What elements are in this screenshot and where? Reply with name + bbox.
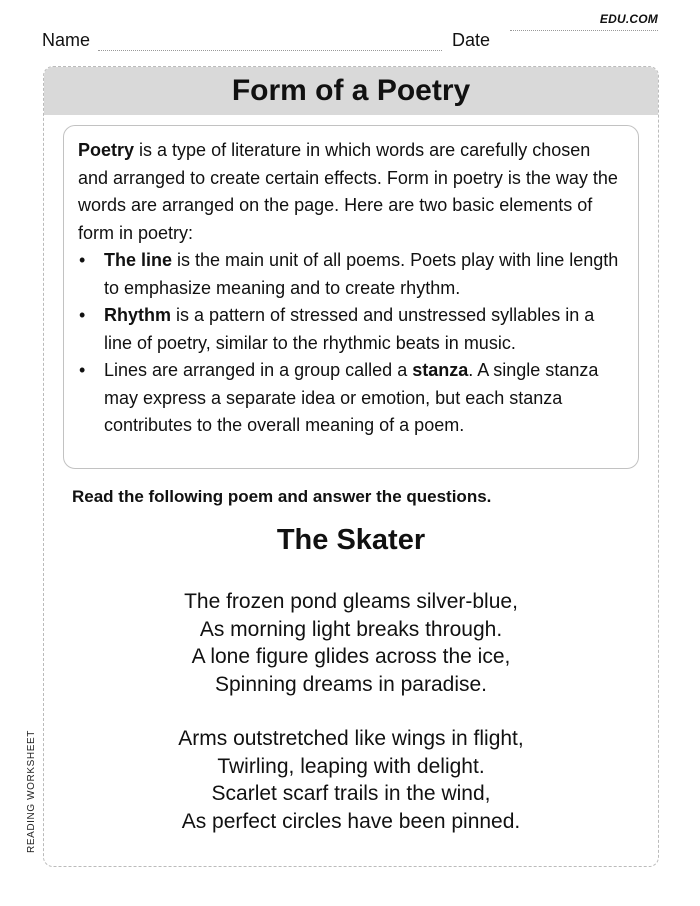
list-item <box>78 357 624 440</box>
worksheet-title: Form of a Poetry <box>231 74 471 107</box>
name-label: Name <box>42 30 91 50</box>
info-box <box>63 125 639 469</box>
definition-line: is the main unit of all poems. Poets play with line length to emphasize meaning and to create rhythm. <box>104 250 619 298</box>
intro-paragraph <box>78 137 624 247</box>
worksheet-card <box>43 66 659 867</box>
poem-line: As morning light breaks through. <box>199 617 503 641</box>
stanza-1 <box>44 588 658 698</box>
poem-title: The Skater <box>276 524 426 556</box>
side-label: READING WORKSHEET <box>26 730 37 853</box>
date-label: Date <box>452 30 491 50</box>
poem-line: Twirling, leaping with delight. <box>217 754 485 778</box>
stanza-intro: Lines are arranged in a group called a <box>104 360 413 380</box>
list-item <box>78 247 624 302</box>
term-line: The line <box>104 250 173 270</box>
poem-line: As perfect circles have been pinned. <box>181 809 521 833</box>
term-rhythm: Rhythm <box>104 305 171 325</box>
intro-term: Poetry <box>78 140 135 160</box>
definition-rhythm: is a pattern of stressed and unstressed syllables in a line of poetry, similar to the rhythmic beats in music. <box>104 305 595 353</box>
poem-line: Scarlet scarf trails in the wind, <box>211 782 491 805</box>
poem-line: The frozen pond gleams silver-blue, <box>184 590 518 613</box>
stanza-2 <box>44 725 658 835</box>
element-list <box>78 247 624 440</box>
term-stanza: stanza <box>412 360 469 380</box>
poem-line: A lone figure glides across the ice, <box>191 645 511 668</box>
poem-line: Spinning dreams in paradise. <box>215 672 487 696</box>
name-date-row <box>42 30 658 54</box>
instruction-text: Read the following poem and answer the questions. <box>72 487 492 506</box>
intro-text: is a type of literature in which words are carefully chosen and arranged to create certain effects. Form in poetry is the way the words are arranged on the page. Here are two basic elements of form in poetry: <box>78 140 618 243</box>
title-bar <box>44 67 658 115</box>
name-field[interactable] <box>98 50 442 51</box>
brand-logo: EDU.COM <box>599 12 658 26</box>
list-item <box>78 302 624 357</box>
definition-stanza: . A single stanza may express a separate idea or emotion, but each stanza contributes to the overall meaning of a poem. <box>104 360 599 435</box>
poem-line: Arms outstretched like wings in flight, <box>178 727 524 750</box>
